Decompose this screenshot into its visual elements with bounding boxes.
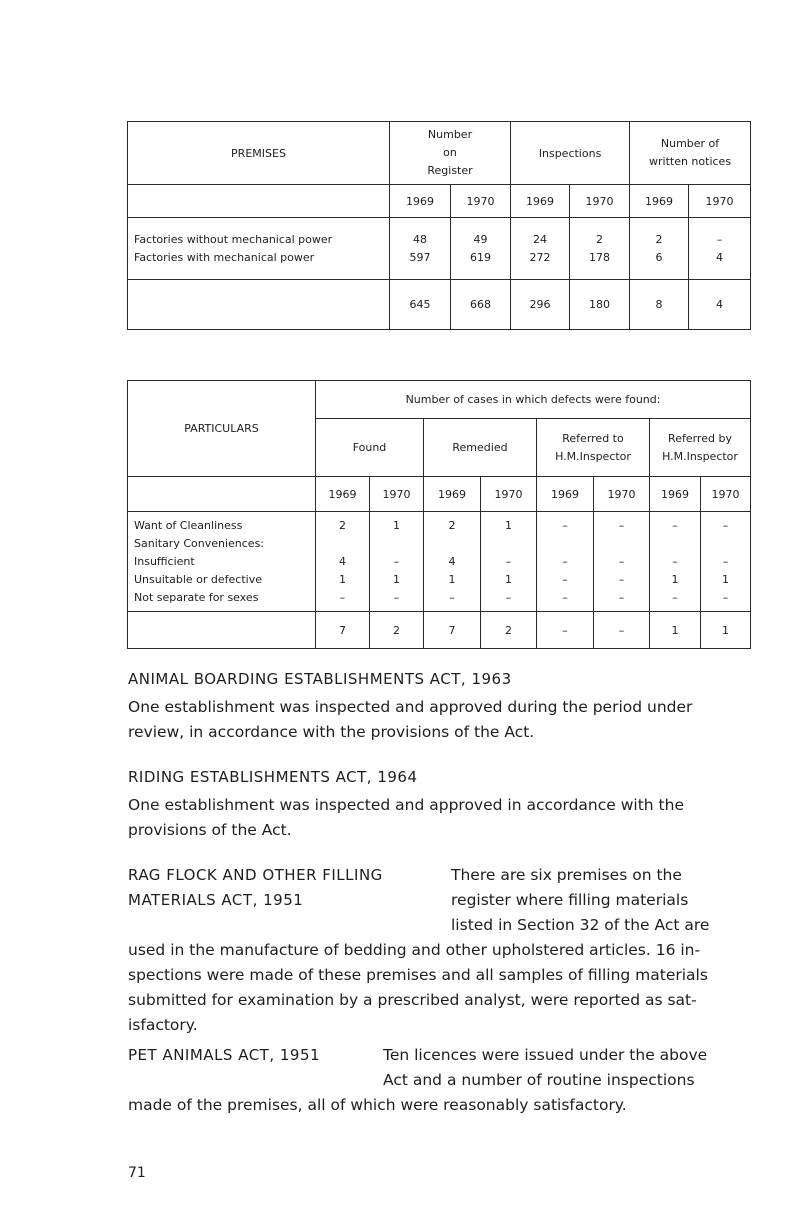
year-header: 1970 [689, 185, 751, 218]
data-cell [701, 512, 751, 612]
cell-value: 1 [393, 519, 400, 532]
riding-text: One establishment was inspected and approved in accordance with the provisions of the Act. [128, 796, 684, 839]
factories-table [127, 121, 751, 330]
row-labels [128, 218, 390, 280]
year-header: 1970 [481, 477, 537, 512]
cell-value: 272 [529, 250, 551, 264]
row-labels [128, 512, 316, 612]
row-label: Not separate for sexes [134, 591, 259, 604]
animal-boarding-heading: ANIMAL BOARDING ESTABLISHMENTS ACT, 1963 [128, 670, 512, 688]
data-cell [689, 218, 751, 280]
empty-cell [128, 612, 316, 649]
cell-value: 2 [339, 519, 346, 532]
cell-value: – [562, 591, 568, 604]
cell-value [424, 535, 480, 553]
year-header: 1970 [451, 185, 511, 218]
cell-value: – [393, 591, 400, 604]
cell-value: 1 [505, 519, 512, 532]
cell-value [370, 535, 423, 553]
cell-value: – [449, 591, 455, 604]
defects-table [127, 380, 751, 649]
total-cell: 7 [316, 612, 370, 649]
referred-to-header: Referred to H.M.Inspector [537, 419, 650, 477]
cell-value: – [562, 555, 568, 568]
data-cell [451, 218, 511, 280]
year-header: 1969 [630, 185, 689, 218]
cell-value: – [393, 555, 400, 568]
row-label: Insufficient [134, 555, 195, 568]
total-cell: 180 [570, 280, 630, 330]
year-header: 1969 [316, 477, 370, 512]
cell-value: – [618, 555, 625, 568]
rag-flock-heading-line-2: MATERIALS ACT, 1951 [128, 891, 304, 909]
cell-value: – [618, 519, 625, 532]
page-number: 71 [128, 1165, 146, 1181]
data-cell [316, 512, 370, 612]
cell-value: 4 [339, 555, 346, 568]
register-header: Number on Register [390, 122, 511, 185]
total-cell: 668 [451, 280, 511, 330]
data-cell [370, 512, 424, 612]
total-cell: 1 [701, 612, 751, 649]
year-header: 1969 [390, 185, 451, 218]
year-header: 1970 [570, 185, 630, 218]
cell-value: 1 [339, 573, 346, 586]
row-label: Factories with mechanical power [134, 250, 315, 264]
year-header: 1969 [424, 477, 481, 512]
year-header: 1969 [650, 477, 701, 512]
pet-animals-heading: PET ANIMALS ACT, 1951 [128, 1046, 321, 1064]
cell-value: – [562, 573, 568, 586]
total-cell: 4 [689, 280, 751, 330]
cell-value: 1 [722, 573, 729, 586]
cell-value: 2 [655, 232, 663, 246]
cell-value: 2 [448, 519, 456, 532]
cell-value: 24 [533, 232, 548, 246]
row-label: Unsuitable or defective [134, 573, 262, 586]
cell-value: – [505, 555, 512, 568]
total-cell: 2 [481, 612, 537, 649]
pet-animals-text-line-3: made of the premises, all of which were reasonably satisfactory. [128, 1096, 627, 1114]
found-header: Found [316, 419, 424, 477]
data-cell [650, 512, 701, 612]
cell-value: – [672, 591, 678, 604]
empty-cell [128, 185, 390, 218]
empty-cell [128, 280, 390, 330]
year-header: 1969 [537, 477, 594, 512]
total-cell: 296 [511, 280, 570, 330]
cell-value: – [672, 555, 678, 568]
data-cell [481, 512, 537, 612]
data-cell [390, 218, 451, 280]
total-cell: 2 [370, 612, 424, 649]
cell-value: 1 [671, 573, 679, 586]
data-cell [537, 512, 594, 612]
year-header: 1970 [701, 477, 751, 512]
remedied-header: Remedied [424, 419, 537, 477]
pet-animals-text-line-2: Act and a number of routine inspections [383, 1071, 695, 1089]
row-label: Sanitary Conveniences: [134, 537, 265, 550]
defects-header: Number of cases in which defects were found: [316, 381, 751, 419]
total-cell: 645 [390, 280, 451, 330]
total-cell: – [537, 612, 594, 649]
premises-header: PREMISES [128, 122, 390, 185]
cell-value: 619 [470, 250, 491, 264]
total-cell: – [594, 612, 650, 649]
cell-value: – [618, 573, 625, 586]
cell-value: – [716, 232, 723, 246]
cell-value: 597 [409, 250, 431, 264]
empty-cell [128, 477, 316, 512]
cell-value: – [722, 555, 729, 568]
cell-value: 1 [448, 573, 456, 586]
cell-value: 49 [473, 232, 488, 246]
inspections-header: Inspections [511, 122, 630, 185]
cell-value [481, 535, 536, 553]
cell-value [701, 535, 750, 553]
cell-value: – [722, 519, 729, 532]
data-cell [630, 218, 689, 280]
pet-animals-text-line-1: Ten licences were issued under the above [383, 1046, 708, 1064]
year-header: 1969 [511, 185, 570, 218]
total-cell: 7 [424, 612, 481, 649]
notices-header: Number of written notices [630, 122, 751, 185]
year-header: 1970 [594, 477, 650, 512]
cell-value: – [505, 591, 512, 604]
total-cell: 8 [630, 280, 689, 330]
cell-value: 1 [393, 573, 400, 586]
cell-value: 4 [716, 250, 724, 264]
rag-flock-text-line-2: register where filling materials [451, 891, 689, 909]
riding-heading: RIDING ESTABLISHMENTS ACT, 1964 [128, 768, 418, 786]
cell-value: – [672, 519, 678, 532]
year-header: 1970 [370, 477, 424, 512]
rag-flock-text-line-3: listed in Section 32 of the Act are [451, 916, 710, 934]
rag-flock-heading-line-1: RAG FLOCK AND OTHER FILLING [128, 866, 383, 884]
data-cell [511, 218, 570, 280]
cell-value: 4 [448, 555, 456, 568]
cell-value: 2 [596, 232, 604, 246]
animal-boarding-text: One establishment was inspected and approved during the period under review, in accordance with the provisions of the Act. [128, 698, 693, 741]
cell-value: – [722, 591, 729, 604]
row-label: Want of Cleanliness [134, 519, 243, 532]
data-cell [594, 512, 650, 612]
cell-value [537, 535, 593, 553]
cell-value: – [339, 591, 346, 604]
cell-value: 1 [505, 573, 512, 586]
cell-value: – [618, 591, 625, 604]
cell-value: 48 [413, 232, 427, 246]
row-label: Factories without mechanical power [134, 232, 333, 246]
data-cell [424, 512, 481, 612]
rag-flock-text-line-1: There are six premises on the [451, 866, 682, 884]
total-cell: 1 [650, 612, 701, 649]
cell-value [316, 535, 369, 553]
cell-value [594, 535, 649, 553]
cell-value: 6 [655, 250, 663, 264]
particulars-header: PARTICULARS [128, 381, 316, 477]
rag-flock-text-body: used in the manufacture of bedding and other upholstered articles. 16 in-spections were made of these premises and all samples of filling materials submitted for examination by a prescribed analyst, were reported as sat-isfactory. [128, 941, 708, 1034]
cell-value: 178 [589, 250, 611, 264]
cell-value [650, 535, 700, 553]
referred-by-header: Referred by H.M.Inspector [650, 419, 751, 477]
data-cell [570, 218, 630, 280]
cell-value: – [562, 519, 568, 532]
